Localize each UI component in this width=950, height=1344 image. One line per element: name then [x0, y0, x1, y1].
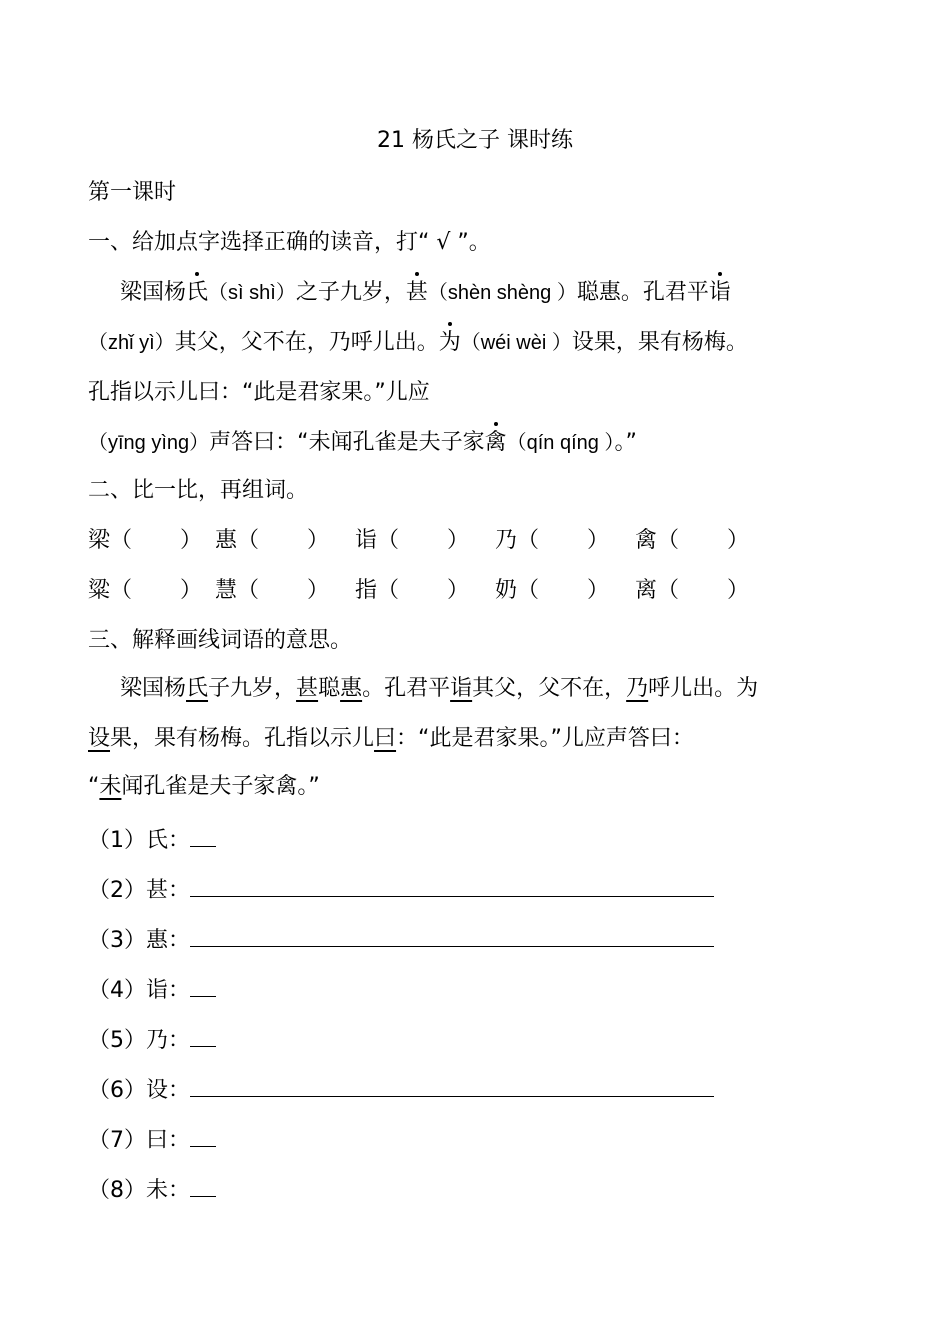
- compare-char: 诣（: [355, 528, 400, 553]
- section1-line3: 孔指以示儿曰：“此是君家果。”儿应: [88, 380, 430, 405]
- pinyin-options: （sì shì）: [208, 282, 296, 304]
- answer-blank-line[interactable]: [190, 974, 216, 997]
- text: 。”: [614, 430, 637, 455]
- pinyin-options: （wéi wèi ）: [460, 332, 572, 354]
- answer-item-label: （8）未：: [88, 1178, 190, 1203]
- answer-item-label: （6）设：: [88, 1078, 190, 1103]
- text: 设果，果有杨梅。: [571, 330, 748, 355]
- section1-line2: [88, 328, 748, 358]
- compare-char: 禽（: [635, 528, 680, 553]
- answer-item: [88, 1174, 216, 1206]
- dotted-char: 甚: [406, 278, 428, 308]
- pinyin-options: （shèn shèng ）: [427, 282, 577, 304]
- section1-heading: 一、给加点字选择正确的读音，打“ √ ”。: [88, 230, 491, 255]
- section3-para-line1: [120, 674, 758, 704]
- text: 呼儿出。为: [648, 676, 759, 701]
- answer-item-label: （2）甚：: [88, 878, 190, 903]
- answer-blank-close[interactable]: ）: [447, 578, 470, 603]
- compare-char: 奶（: [495, 578, 540, 603]
- underlined-word: 氏: [186, 676, 209, 701]
- answer-blank-line[interactable]: [190, 1174, 216, 1197]
- answer-item: [88, 924, 714, 956]
- text: 果，果有杨梅。孔指以示儿: [110, 726, 375, 751]
- section1-line4: [88, 428, 637, 458]
- section1-line1: [120, 278, 731, 308]
- text: 聪惠。孔君平: [576, 280, 709, 305]
- answer-item-label: （5）乃：: [88, 1028, 190, 1053]
- answer-item-label: （7）曰：: [88, 1128, 190, 1153]
- section3-heading: 三、解释画线词语的意思。: [88, 628, 353, 653]
- text: 聪: [318, 676, 341, 701]
- compare-char: 慧（: [215, 578, 260, 603]
- answer-item-label: （4）诣：: [88, 978, 190, 1003]
- answer-blank-line[interactable]: [190, 824, 216, 847]
- underlined-word: 诣: [450, 676, 473, 701]
- compare-char: 指（: [355, 578, 400, 603]
- answer-blank-line[interactable]: [190, 1074, 714, 1097]
- answer-blank-close[interactable]: ）: [727, 528, 750, 553]
- answer-blank-close[interactable]: ）: [587, 528, 610, 553]
- lesson-label: 第一课时: [88, 180, 177, 205]
- text: 声答曰：“未闻孔雀是夫子家: [209, 430, 485, 455]
- compare-char: 梁（: [88, 528, 133, 553]
- pinyin-options: （qín qíng ）: [506, 432, 615, 454]
- answer-item: [88, 1024, 216, 1056]
- compare-char: 乃（: [495, 528, 540, 553]
- text: ：“此是君家果。”儿应声答曰：: [396, 726, 694, 751]
- answer-item-label: （3）惠：: [88, 928, 190, 953]
- text: 子九岁，: [208, 676, 297, 701]
- dotted-char: 氏: [186, 278, 208, 308]
- answer-blank-close[interactable]: ）: [307, 578, 330, 603]
- dotted-char: 诣: [709, 278, 731, 308]
- text: 梁国杨: [120, 280, 187, 305]
- dotted-char: 为: [439, 328, 461, 358]
- text: 。孔君平: [362, 676, 451, 701]
- section2-heading: 二、比一比，再组词。: [88, 478, 309, 503]
- answer-blank-line[interactable]: [190, 1024, 216, 1047]
- underlined-word: 设: [88, 726, 111, 751]
- answer-item: [88, 1124, 216, 1156]
- text: 其父，父不在，: [472, 676, 627, 701]
- answer-blank-line[interactable]: [190, 874, 714, 897]
- answer-blank-close[interactable]: ）: [180, 528, 203, 553]
- answer-blank-close[interactable]: ）: [307, 528, 330, 553]
- text: 闻孔雀是夫子家禽。”: [121, 774, 320, 799]
- answer-item-label: （1）氏：: [88, 828, 190, 853]
- underlined-word: 曰: [374, 726, 397, 751]
- answer-item: [88, 874, 714, 906]
- compare-char: 离（: [635, 578, 680, 603]
- text: “: [88, 774, 100, 799]
- answer-blank-close[interactable]: ）: [727, 578, 750, 603]
- page-title: 21 杨氏之子 课时练: [377, 128, 573, 153]
- underlined-word: 甚: [296, 676, 319, 701]
- underlined-word: 惠: [340, 676, 363, 701]
- section3-para-line2: [88, 724, 694, 754]
- answer-blank-close[interactable]: ）: [447, 528, 470, 553]
- text: 之子九岁，: [295, 280, 406, 305]
- pinyin-options: （zhǐ yì）: [88, 332, 175, 354]
- compare-char: 粱（: [88, 578, 133, 603]
- answer-blank-close[interactable]: ）: [587, 578, 610, 603]
- answer-blank-close[interactable]: ）: [180, 578, 203, 603]
- answer-item: [88, 974, 216, 1006]
- answer-blank-line[interactable]: [190, 924, 714, 947]
- section3-para-line3: [88, 772, 320, 802]
- answer-blank-line[interactable]: [190, 1124, 216, 1147]
- text: 梁国杨: [120, 676, 187, 701]
- dotted-char: 禽: [485, 428, 507, 458]
- compare-char: 惠（: [215, 528, 260, 553]
- text: 其父，父不在，乃呼儿出。: [174, 330, 439, 355]
- underlined-word: 乃: [626, 676, 649, 701]
- underlined-word: 未: [99, 774, 122, 799]
- answer-item: [88, 824, 216, 856]
- pinyin-options: （yīng yìng）: [88, 432, 210, 454]
- answer-item: [88, 1074, 714, 1106]
